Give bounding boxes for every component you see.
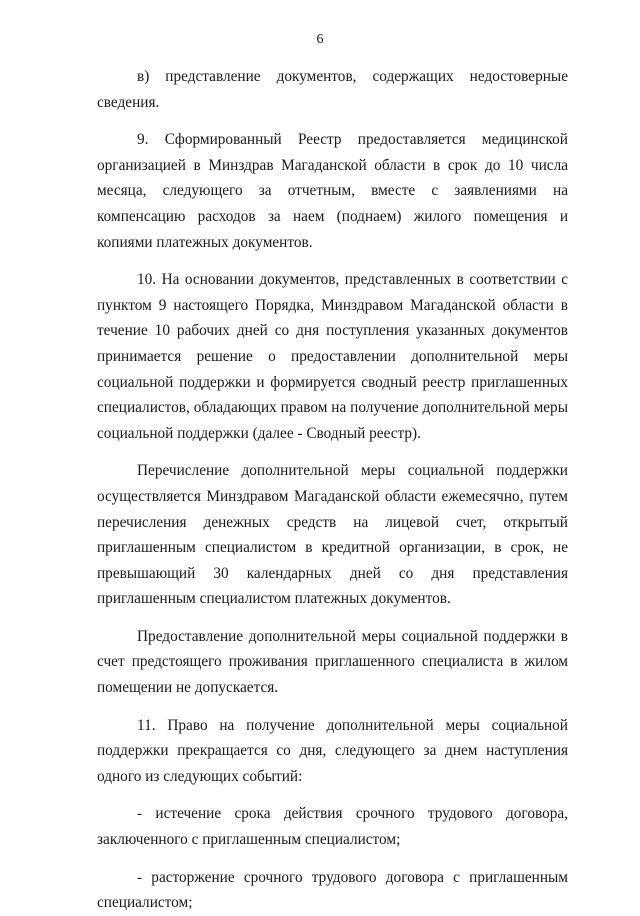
paragraph-transfer: Перечисление дополнительной меры социальной поддержки осуществляется Минздравом Магаданской области ежемесячно, путем перечисления денежных средств на лицевой счет, открытый приглашенным специалистом в кредитной организации, в срок, не превышающий 30 календарных дней со дня представления приглашенным специалистом платежных документов.	[97, 462, 568, 608]
list-item-contract-termination: - расторжение срочного трудового договора с приглашенным специалистом;	[97, 868, 568, 912]
paragraph-advance-prohibited: Предоставление дополнительной меры социальной поддержки в счет предстоящего проживания приглашенного специалиста в жилом помещении не допускается.	[97, 627, 568, 697]
paragraph-9: 9. Сформированный Реестр предоставляется медицинской организацией в Минздрав Магаданской области в срок до 10 числа месяца, следующего за отчетным, вместе с заявлениями на компенсацию расходов за наем (поднаем) жилого помещения и копиями платежных документов.	[97, 131, 568, 251]
list-item-contract-expiry: - истечение срока действия срочного трудового договора, заключенного с приглашенным специалистом;	[97, 805, 568, 849]
document-body	[97, 64, 568, 916]
paragraph-item-v: в) представление документов, содержащих недостоверные сведения.	[97, 68, 568, 111]
paragraph-11: 11. Право на получение дополнительной меры социальной поддержки прекращается со дня, следующего за днем наступления одного из следующих событий:	[97, 716, 568, 785]
paragraph-10: 10. На основании документов, представленных в соответствии с пунктом 9 настоящего Порядка, Минздравом Магаданской области в течение 10 рабочих дней со дня поступления указанных документов принимается решение о предоставлении дополнительной меры социальной поддержки и формируется сводный реестр приглашенных специалистов, обладающих правом на получение дополнительной меры социальной поддержки (далее - Сводный реестр).	[97, 271, 568, 442]
page-number: 6	[316, 32, 324, 47]
